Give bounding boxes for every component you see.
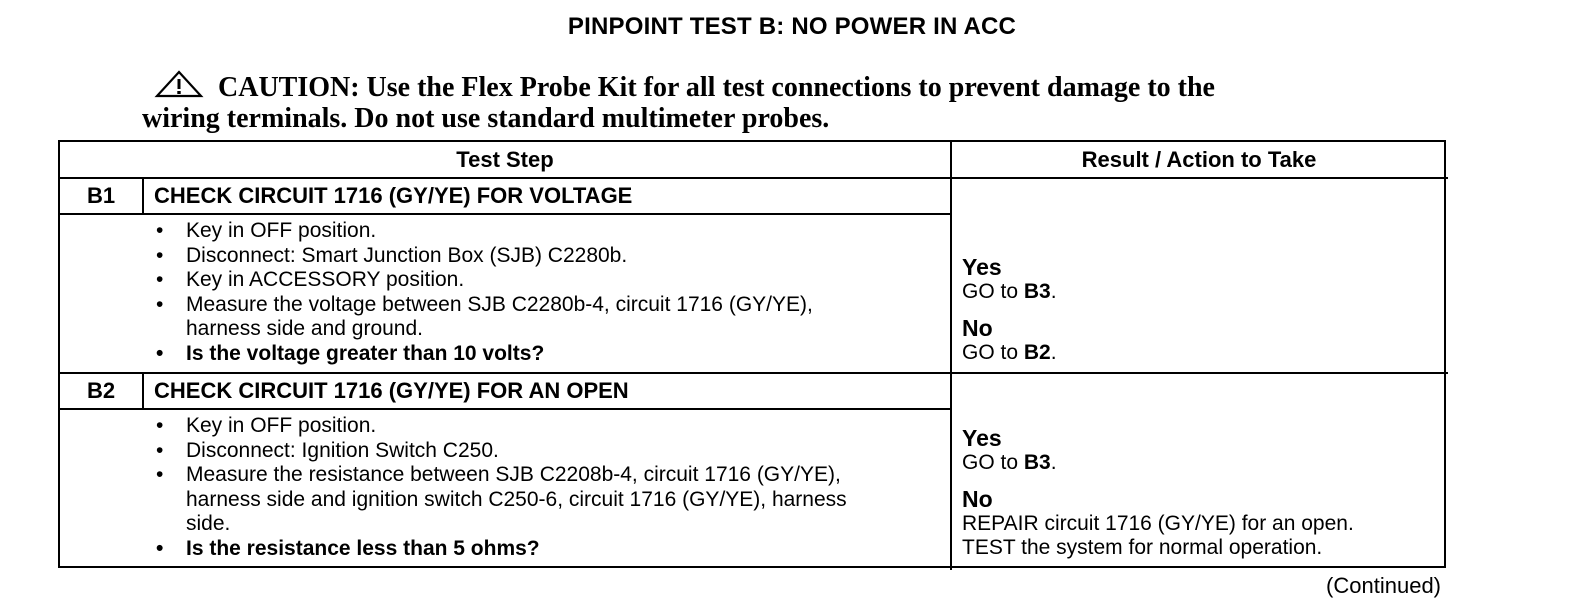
step-id-b2: B2 xyxy=(86,378,116,403)
step-title-b1: CHECK CIRCUIT 1716 (GY/YE) FOR VOLTAGE xyxy=(154,183,633,208)
list-item-question: • Is the resistance less than 5 ohms? xyxy=(144,537,894,562)
yes-action xyxy=(962,280,1446,305)
b1-title-divider xyxy=(60,213,950,215)
step-title-b2: CHECK CIRCUIT 1716 (GY/YE) FOR AN OPEN xyxy=(154,378,629,403)
no-label: No xyxy=(962,314,993,341)
caution-text-1: CAUTION: Use the Flex Probe Kit for all test connections to prevent damage to the xyxy=(218,72,1215,103)
yes-target-link: B3 xyxy=(1023,451,1051,474)
list-item: • Key in OFF position. xyxy=(144,414,894,439)
yes-label: Yes xyxy=(962,425,1002,451)
b2-title-divider xyxy=(60,408,950,410)
result-b2 xyxy=(952,425,1446,561)
step-body-b1 xyxy=(144,219,864,366)
yes-action-text: GO to xyxy=(962,451,1024,474)
caution-text-2: wiring terminals. Do not use standard multimeter probes. xyxy=(142,103,830,134)
yes-target-link: B3 xyxy=(1023,280,1051,303)
header-test-step: Test Step xyxy=(456,147,554,172)
warning-triangle-icon xyxy=(154,70,204,98)
list-item: • Disconnect: Smart Junction Box (SJB) C2280b. xyxy=(144,244,864,269)
no-label: No xyxy=(962,485,993,512)
no-action-repair: REPAIR circuit 1716 (GY/YE) for an open. xyxy=(962,511,1354,535)
list-item: • Measure the resistance between SJB C2208b-4, circuit 1716 (GY/YE), harness side and ignition switch C250-6, circuit 1716 (GY/YE), harness side. xyxy=(144,463,894,537)
result-b1 xyxy=(952,254,1446,365)
period: . xyxy=(1050,280,1057,303)
caution-notice xyxy=(142,70,1402,134)
pinpoint-test-table xyxy=(58,140,1446,568)
list-item: • Disconnect: Ignition Switch C250. xyxy=(144,439,894,464)
yes-action-text: GO to xyxy=(962,280,1024,303)
yes-label: Yes xyxy=(962,254,1002,280)
list-item: • Measure the voltage between SJB C2280b-4, circuit 1716 (GY/YE), harness side and ground. xyxy=(144,293,864,342)
step-body-b2 xyxy=(144,414,894,561)
yes-action xyxy=(962,451,1446,476)
caution-line-1 xyxy=(142,70,1402,103)
list-item-question: • Is the voltage greater than 10 volts? xyxy=(144,342,864,367)
period: . xyxy=(1050,340,1057,364)
step-id-b1: B1 xyxy=(86,183,116,208)
period: . xyxy=(1050,451,1057,474)
no-action xyxy=(962,341,1446,366)
continued-note: (Continued) xyxy=(1326,573,1441,598)
list-item: • Key in OFF position. xyxy=(144,219,864,244)
no-action-text: GO to xyxy=(962,340,1024,364)
no-target-link: B2 xyxy=(1023,340,1051,364)
no-action-test: TEST the system for normal operation. xyxy=(962,536,1323,559)
page-title: PINPOINT TEST B: NO POWER IN ACC xyxy=(567,13,1017,40)
list-item: • Key in ACCESSORY position. xyxy=(144,268,864,293)
header-result-action: Result / Action to Take xyxy=(1081,147,1317,172)
